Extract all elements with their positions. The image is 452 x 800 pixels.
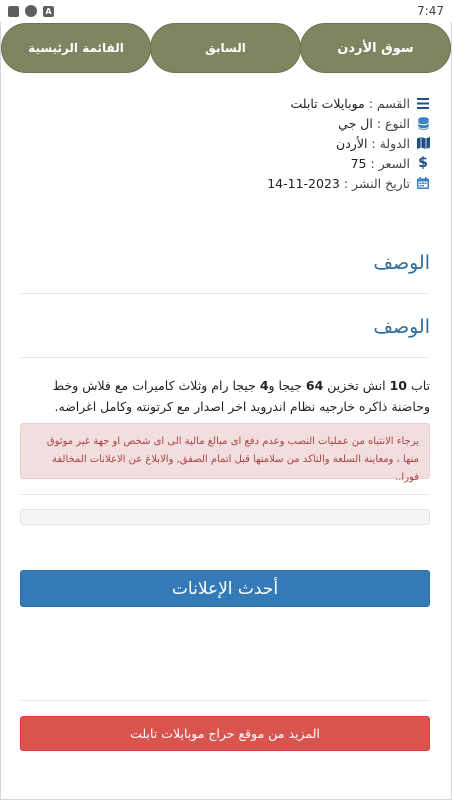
map-icon	[416, 136, 430, 150]
square-icon	[8, 6, 19, 17]
divider	[20, 700, 430, 701]
country-row	[30, 133, 430, 153]
status-time: 7:47	[417, 4, 444, 18]
country-label: الدولة :	[371, 135, 410, 151]
more-from-site-button[interactable]: المزيد من موقع حراج موبايلات تابلت	[20, 716, 430, 751]
divider	[20, 293, 430, 294]
category-value: موبايلات تابلت	[290, 95, 365, 111]
dollar-icon: $	[418, 155, 428, 171]
top-navigation	[1, 23, 451, 75]
jordan-market-button[interactable]: سوق الأردن	[300, 23, 451, 73]
date-row	[30, 173, 430, 193]
calendar-icon	[416, 176, 430, 190]
type-label: النوع :	[376, 115, 410, 131]
ad-details	[30, 93, 430, 193]
circle-icon	[25, 5, 37, 17]
divider	[20, 494, 430, 495]
list-icon	[416, 96, 430, 110]
description-text: تاب 10 انش تخزين 64 جيجا و4 جيجا رام وثلاث كاميرات مع فلاش وخط وحاضنة ذاكره خارجيه نظام اندرويد اخر اصدار مع كرتونته وكامل اغراضه.	[52, 378, 430, 414]
description-heading: الوصف	[373, 316, 430, 338]
price-value: 75	[350, 155, 367, 171]
empty-panel	[20, 509, 430, 525]
database-icon	[416, 116, 430, 130]
country-value: الأردن	[336, 135, 368, 151]
description-heading: الوصف	[373, 252, 430, 274]
date-label: تاريخ النشر :	[343, 175, 410, 191]
home-menu-button[interactable]: القائمة الرئيسية	[1, 23, 151, 73]
status-icons	[8, 5, 54, 17]
price-row	[30, 153, 430, 173]
type-value: ال جي	[338, 115, 373, 131]
category-row	[30, 93, 430, 113]
latest-ads-button[interactable]: أحدث الإعلانات	[20, 570, 430, 607]
a-icon: A	[43, 6, 54, 17]
date-value: 14-11-2023	[267, 175, 340, 191]
category-label: القسم :	[368, 95, 410, 111]
warning-alert: يرجاء الانتباه من عمليات النصب وعدم دفع اى مبالغ مالية الى اى شخص او جهة غير موثوق منها ، ومعاينة السلعة والتاكد من سلامتها قبل اتمام الصفق, والابلاغ عن الاعلانات المخالفة فورا..	[20, 423, 430, 479]
type-row	[30, 113, 430, 133]
back-button[interactable]: السابق	[150, 23, 301, 73]
status-bar	[0, 0, 452, 22]
divider	[20, 357, 430, 358]
price-label: السعر :	[370, 155, 410, 171]
